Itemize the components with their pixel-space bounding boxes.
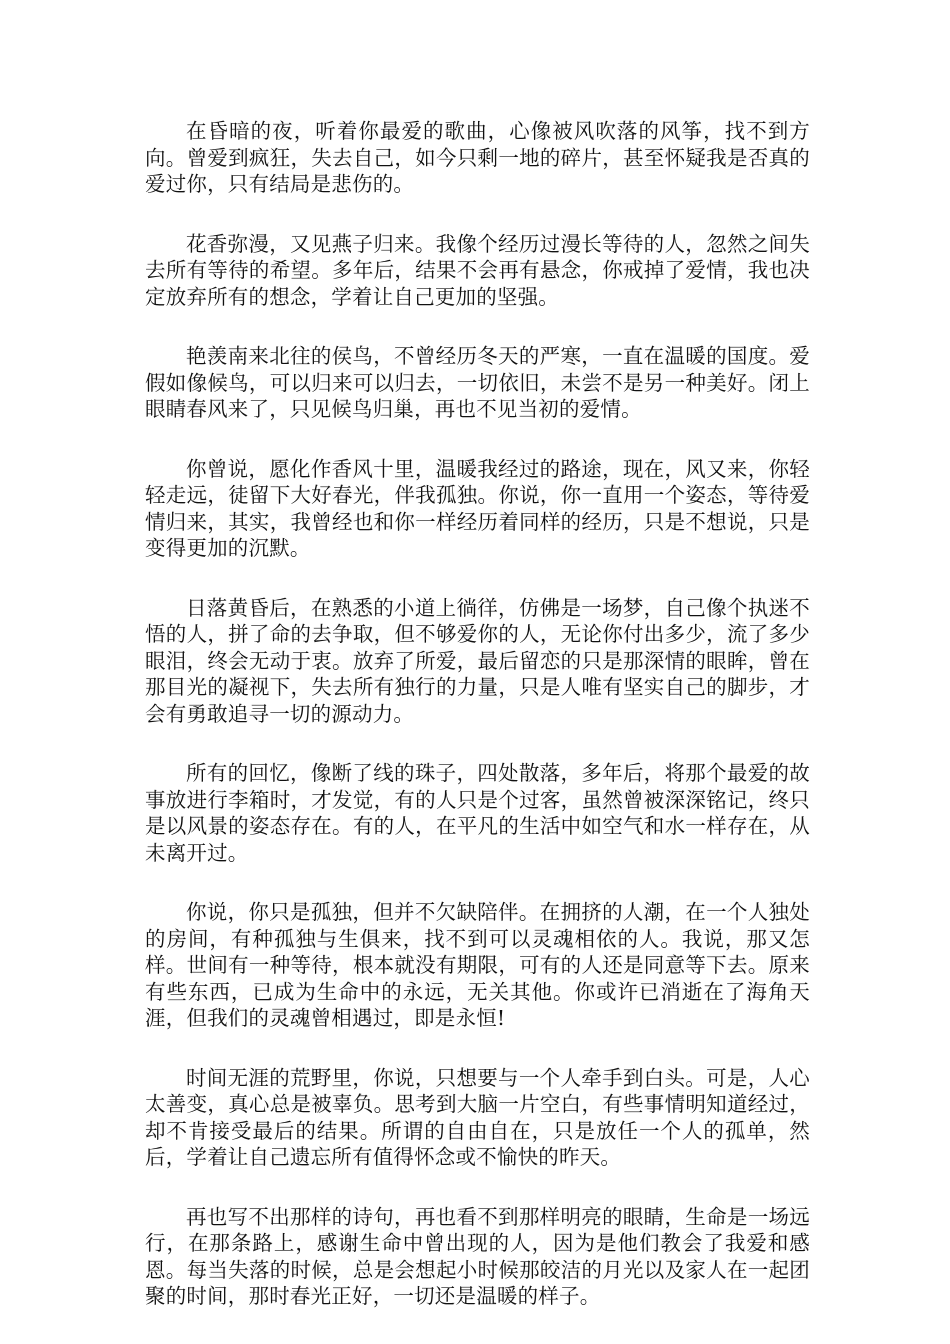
document-body bbox=[145, 118, 810, 1343]
paragraph: 你说，你只是孤独，但并不欠缺陪伴。在拥挤的人潮，在一个人独处的房间，有种孤独与生俱来，找不到可以灵魂相依的人。我说，那又怎样。世间有一种等待，根本就没有期限，可有的人还是同意等下去。原来有些东西，已成为生命中的永远，无关其他。你或许已消逝在了海角天涯，但我们的灵魂曾相遇过，即是永恒! bbox=[145, 900, 810, 1030]
paragraph: 艳羡南来北往的侯鸟，不曾经历冬天的严寒，一直在温暖的国度。爱假如像候鸟，可以归来可以归去，一切依旧，未尝不是另一种美好。闭上眼睛春风来了，只见候鸟归巢，再也不见当初的爱情。 bbox=[145, 344, 810, 421]
paragraph: 日落黄昏后，在熟悉的小道上徜徉，仿佛是一场梦，自己像个执迷不悟的人，拼了命的去争取，但不够爱你的人，无论你付出多少，流了多少眼泪，终会无动于衷。放弃了所爱，最后留恋的只是那深情的眼眸，曾在那目光的凝视下，失去所有独行的力量，只是人唯有坚实自己的脚步，才会有勇敢追寻一切的源动力。 bbox=[145, 595, 810, 726]
paragraph: 所有的回忆，像断了线的珠子，四处散落，多年后，将那个最爱的故事放进行李箱时，才发觉，有的人只是个过客，虽然曾被深深铭记，终只是以风景的姿态存在。有的人，在平凡的生活中如空气和水一样存在，从未离开过。 bbox=[145, 761, 810, 865]
paragraph: 再也写不出那样的诗句，再也看不到那样明亮的眼睛，生命是一场远行，在那条路上，感谢生命中曾出现的人，因为是他们教会了我爱和感恩。每当失落的时候，总是会想起小时候那皎洁的月光以及家人在一起团聚的时间，那时春光正好，一切还是温暖的样子。 bbox=[145, 1204, 810, 1308]
paragraph: 你曾说，愿化作香风十里，温暖我经过的路途，现在，风又来，你轻轻走远，徒留下大好春光，伴我孤独。你说，你一直用一个姿态，等待爱情归来，其实，我曾经也和你一样经历着同样的经历，只是不想说，只是变得更加的沉默。 bbox=[145, 456, 810, 560]
paragraph: 在昏暗的夜，听着你最爱的歌曲，心像被风吹落的风筝，找不到方向。曾爱到疯狂，失去自己，如今只剩一地的碎片，甚至怀疑我是否真的爱过你，只有结局是悲伤的。 bbox=[145, 119, 810, 196]
paragraph: 花香弥漫，又见燕子归来。我像个经历过漫长等待的人，忽然之间失去所有等待的希望。多年后，结果不会再有悬念，你戒掉了爱情，我也决定放弃所有的想念，学着让自己更加的坚强。 bbox=[145, 231, 810, 309]
paragraph: 时间无涯的荒野里，你说，只想要与一个人牵手到白头。可是，人心太善变，真心总是被辜负。思考到大脑一片空白，有些事情明知道经过，却不肯接受最后的结果。所谓的自由自在，只是放任一个人的孤单，然后，学着让自己遗忘所有值得怀念或不愉快的昨天。 bbox=[145, 1065, 810, 1169]
